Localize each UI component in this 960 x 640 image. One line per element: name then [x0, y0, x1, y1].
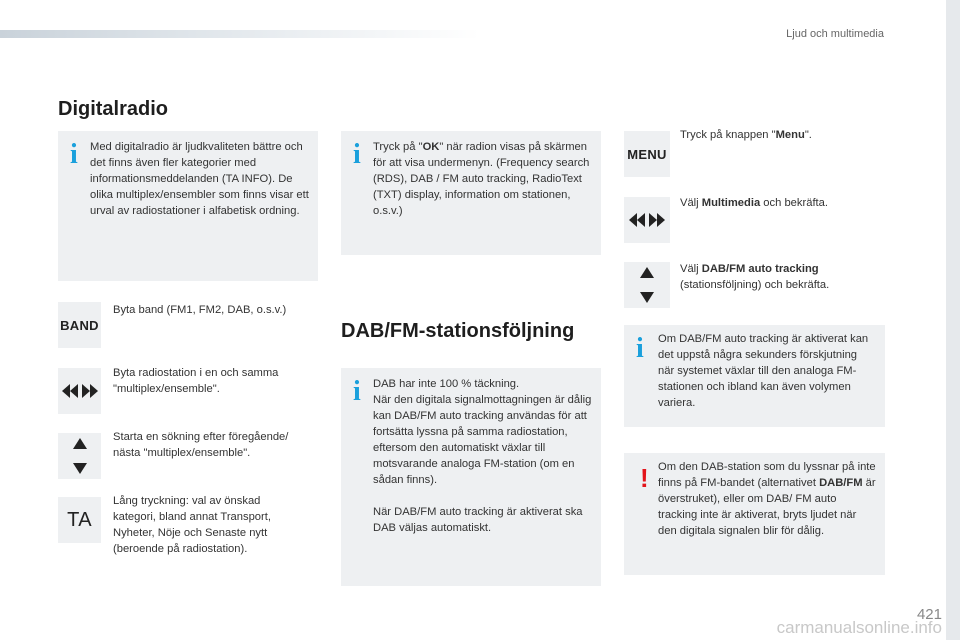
info-text: Med digitalradio är ljudkvaliteten bättre och det finns även fler kategorier med informationsmeddelanden (TA INFO). De olika multiplex/ensembler som finns visar ett urval av radiostationer i alfabetisk ordning.: [90, 141, 309, 217]
dab-coverage-text-1: DAB har inte 100 % täckning.: [373, 378, 520, 390]
info-box-auto-tracking: [624, 325, 885, 427]
up-down-key: [58, 433, 101, 479]
up-down-arrows-icon: [73, 438, 87, 474]
dab-fm-key: [624, 262, 670, 308]
warning-text: Om den DAB-station som du lyssnar på inte finns på FM-bandet (alternativet DAB/FM är överstruket), eller om DAB/ FM auto tracking inte är aktiverat, bryts ljudet när den digitala signalen blir för dålig.: [658, 461, 876, 537]
info-icon: i: [353, 376, 361, 407]
page-edge-strip: [946, 0, 960, 640]
ta-key-description: Lång tryckning: val av önskad kategori, bland annat Transport, Nyheter, Nöje och Senaste nytt (beroende på radiostation).: [113, 495, 271, 555]
prev-next-description: Byta radiostation i en och samma "multiplex/ensemble".: [113, 367, 279, 395]
multimedia-step-text: Välj Multimedia och bekräfta.: [680, 197, 828, 209]
info-text: Tryck på "OK" när radion visas på skärmen för att visa undermenyn. (Frequency search (RDS), DAB / FM auto tracking, RadioText (TXT) display, information om stationen, o.s.v.): [373, 141, 590, 217]
warning-box: [624, 453, 885, 575]
dab-fm-step-text: Välj DAB/FM auto tracking (stationsföljning) och bekräfta.: [680, 263, 830, 291]
ta-key: TA: [58, 497, 101, 543]
dab-coverage-text: När DAB/FM auto tracking är aktiverat ska DAB väljas automatiskt.: [373, 506, 583, 534]
dab-coverage-text-2: När den digitala signalmottagningen är dålig kan DAB/FM auto tracking användas för att fortsätta lyssna på samma radiostation, eftersom den automatiskt växlar till motsvarande analoga FM-station (om en sådan finns).: [373, 394, 592, 486]
menu-key: MENU: [624, 131, 670, 177]
header-gradient-bar: [0, 30, 480, 38]
page-number: 421: [916, 606, 942, 623]
multimedia-key: [624, 197, 670, 243]
up-down-description: Starta en sökning efter föregående/ nästa "multiplex/ensemble".: [113, 431, 289, 459]
warning-icon: !: [640, 463, 649, 493]
section-title: Ljud och multimedia: [786, 28, 884, 40]
prev-next-icon: [62, 384, 98, 398]
menu-step-text: Tryck på knappen "Menu".: [680, 129, 812, 141]
band-key-description: Byta band (FM1, FM2, DAB, o.s.v.): [113, 304, 287, 316]
watermark: carmanualsonline.info: [776, 618, 942, 637]
info-icon: i: [636, 333, 644, 364]
info-box-ok-menu: [341, 131, 601, 255]
info-icon: i: [70, 139, 78, 170]
info-icon: i: [353, 139, 361, 170]
info-box-digital-quality: [58, 131, 318, 281]
page-title: Digitalradio: [58, 98, 169, 120]
up-down-arrows-icon: [640, 267, 654, 303]
info-box-dab-coverage: [341, 368, 601, 586]
prev-next-icon: [629, 213, 665, 227]
band-key: BAND: [58, 302, 101, 348]
prev-next-key: [58, 368, 101, 414]
dab-fm-heading: DAB/FM-stationsföljning: [341, 320, 575, 342]
auto-tracking-text: Om DAB/FM auto tracking är aktiverat kan det uppstå några sekunders förskjutning när systemet växlar till den analoga FM-stationen och ibland kan även volymen variera.: [658, 333, 869, 409]
